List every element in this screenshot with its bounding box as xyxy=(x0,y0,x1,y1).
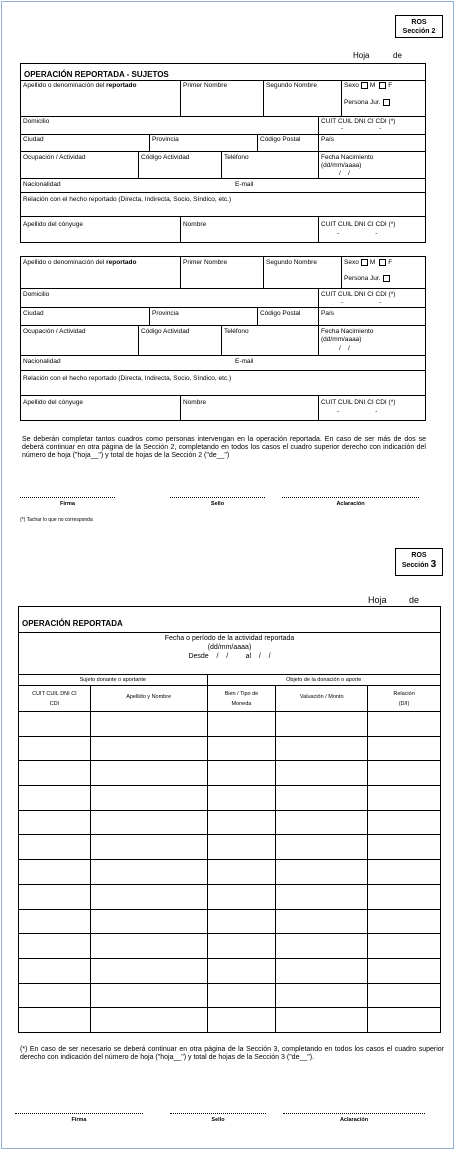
table-cell[interactable] xyxy=(207,983,276,1008)
ocupacion-label: Ocupación / Actividad xyxy=(23,328,86,335)
table-row xyxy=(19,1008,441,1033)
table-cell[interactable] xyxy=(276,909,368,934)
telefono-label: Teléfono xyxy=(224,328,249,335)
hoja-label: Hoja xyxy=(353,51,370,60)
table-cell[interactable] xyxy=(368,786,441,811)
table-cell[interactable] xyxy=(90,884,207,909)
aclaracion-line: Aclaración xyxy=(283,1113,425,1123)
de-label: de xyxy=(409,595,420,605)
operacion-header-box xyxy=(18,606,441,675)
de-label: de xyxy=(393,51,402,60)
table-cell[interactable] xyxy=(207,934,276,959)
col-relacion-header: Relación (D/I) xyxy=(368,686,441,712)
fecha-format: (dd/mm/aaaa) xyxy=(321,162,362,169)
pais-label: País xyxy=(321,310,335,317)
provincia-label: Provincia xyxy=(152,310,179,317)
table-cell[interactable] xyxy=(368,736,441,761)
table-cell[interactable] xyxy=(19,1008,91,1033)
table-row xyxy=(19,958,441,983)
table-cell[interactable] xyxy=(368,958,441,983)
tachar-note: (*) Tachar lo que no corresponda xyxy=(20,517,93,523)
table-cell[interactable] xyxy=(368,712,441,737)
apellido-conyuge-label: Apellido del cónyuge xyxy=(23,399,83,406)
col-bien-header: Bien / Tipo de Moneda xyxy=(207,686,276,712)
fecha-nacimiento-label: Fecha Nacimiento xyxy=(321,328,374,335)
operacion-table xyxy=(18,674,441,1033)
table-row xyxy=(19,860,441,885)
domicilio-label: Domicilio xyxy=(23,291,50,298)
table-cell[interactable] xyxy=(19,712,91,737)
table-cell[interactable] xyxy=(207,810,276,835)
email-label: E-mail xyxy=(235,358,254,365)
table-row xyxy=(19,983,441,1008)
table-cell[interactable] xyxy=(207,786,276,811)
table-cell[interactable] xyxy=(90,860,207,885)
table-cell[interactable] xyxy=(207,835,276,860)
sexo-field: Sexo M F xyxy=(344,259,393,267)
col-apellido-header: Apellido y Nombre xyxy=(90,686,207,712)
codigo-postal-label: Código Postal xyxy=(260,310,301,317)
fecha-nacimiento-label: Fecha Nacimiento xyxy=(321,154,374,161)
apellido-label: Apellido o denominación del reportado xyxy=(23,259,137,266)
table-cell[interactable] xyxy=(90,786,207,811)
cuit-dashes: - - xyxy=(341,125,382,132)
table-cell[interactable] xyxy=(19,884,91,909)
ros-label: ROS xyxy=(411,19,427,26)
telefono-label: Teléfono xyxy=(224,154,249,161)
table-cell[interactable] xyxy=(19,983,91,1008)
table-cell[interactable] xyxy=(368,909,441,934)
table-cell[interactable] xyxy=(276,958,368,983)
section-2-note: Se deberán completar tantos cuadros como personas intervengan en la operación reportada. En caso de ser más de dos se deberá continuar en otra página de la Sección 2, completando en todos los casos el cuadro superior derecho con indicación del número de hoja ("hoja__") y total de hojas de la Sección 2 ("de__") xyxy=(22,436,426,459)
ocupacion-label: Ocupación / Actividad xyxy=(23,154,86,161)
table-cell[interactable] xyxy=(207,860,276,885)
table-row xyxy=(19,909,441,934)
table-cell[interactable] xyxy=(90,712,207,737)
persona-jur-checkbox[interactable] xyxy=(383,99,390,106)
table-cell[interactable] xyxy=(90,909,207,934)
desde-al: Desde / / al / / xyxy=(188,653,271,660)
table-cell[interactable] xyxy=(207,884,276,909)
primer-nombre-label: Primer Nombre xyxy=(183,82,228,89)
sexo-f-checkbox[interactable] xyxy=(379,82,386,89)
table-cell[interactable] xyxy=(19,810,91,835)
persona-jur-field: Persona Jur. xyxy=(344,275,392,283)
table-body xyxy=(19,712,441,1033)
table-cell[interactable] xyxy=(207,712,276,737)
table-cell[interactable] xyxy=(19,958,91,983)
table-row xyxy=(19,934,441,959)
table-cell[interactable] xyxy=(207,761,276,786)
email-label: E-mail xyxy=(235,181,254,188)
nacionalidad-label: Nacionalidad xyxy=(23,181,61,188)
table-cell[interactable] xyxy=(19,909,91,934)
table-cell[interactable] xyxy=(207,1008,276,1033)
col-valuacion-header: Valuación / Monto xyxy=(276,686,368,712)
nombre-label: Nombre xyxy=(183,399,207,406)
table-cell[interactable] xyxy=(19,761,91,786)
table-cell[interactable] xyxy=(19,835,91,860)
table-cell[interactable] xyxy=(368,761,441,786)
cuit-conyuge-label: CUIT CUIL DNI CI CDI (*) xyxy=(321,399,396,406)
table-cell[interactable] xyxy=(276,835,368,860)
sexo-m-checkbox[interactable] xyxy=(361,259,368,266)
table-cell[interactable] xyxy=(276,983,368,1008)
table-cell[interactable] xyxy=(368,810,441,835)
table-cell[interactable] xyxy=(90,934,207,959)
fecha-format: (dd/mm/aaaa) xyxy=(207,644,252,651)
section-label: Sección 2 xyxy=(402,28,436,35)
cuit-dashes: - - xyxy=(341,299,382,306)
table-row xyxy=(19,761,441,786)
apellido-conyuge-label: Apellido del cónyuge xyxy=(23,221,83,228)
cuit-conyuge-dashes: - - xyxy=(337,408,378,415)
cuit-conyuge-dashes: - - xyxy=(337,230,378,237)
table-row xyxy=(19,712,441,737)
segundo-nombre-label: Segundo Nombre xyxy=(266,259,317,266)
section-label: Sección 3 xyxy=(401,559,437,570)
table-cell[interactable] xyxy=(276,712,368,737)
codigo-actividad-label: Código Actividad xyxy=(141,154,190,161)
col-cuit-header: CUIT CUIL DNI CI CDI xyxy=(19,686,91,712)
fecha-format: (dd/mm/aaaa) xyxy=(321,336,362,343)
group-objeto-header: Objeto de la donación o aporte xyxy=(207,675,441,686)
firma-line: Firma xyxy=(20,497,115,507)
segundo-nombre-label: Segundo Nombre xyxy=(266,82,317,89)
nacionalidad-label: Nacionalidad xyxy=(23,358,61,365)
fecha-title: Fecha o período de la actividad reportada xyxy=(164,635,295,642)
table-cell[interactable] xyxy=(276,884,368,909)
ciudad-label: Ciudad xyxy=(23,136,44,143)
cuit-conyuge-label: CUIT CUIL DNI CI CDI (*) xyxy=(321,221,396,228)
table-cell[interactable] xyxy=(90,983,207,1008)
codigo-postal-label: Código Postal xyxy=(260,136,301,143)
table-cell[interactable] xyxy=(90,958,207,983)
nombre-label: Nombre xyxy=(183,221,207,228)
domicilio-label: Domicilio xyxy=(23,118,50,125)
table-cell[interactable] xyxy=(368,884,441,909)
relacion-label: Relación con el hecho reportado (Directa, Indirecta, Socio, Síndico, etc.) xyxy=(23,375,232,382)
ros-section-2-badge xyxy=(395,15,443,38)
codigo-actividad-label: Código Actividad xyxy=(141,328,190,335)
table-cell[interactable] xyxy=(276,934,368,959)
table-cell[interactable] xyxy=(276,810,368,835)
fecha-slashes: / / xyxy=(339,345,350,352)
sello-line: Sello xyxy=(170,497,265,507)
cuit-label: CUIT CUIL DNI CI CDI (*) xyxy=(321,291,396,298)
ros-section-3-badge xyxy=(395,548,443,576)
table-cell[interactable] xyxy=(19,736,91,761)
ciudad-label: Ciudad xyxy=(23,310,44,317)
table-cell[interactable] xyxy=(276,736,368,761)
table-cell[interactable] xyxy=(368,1008,441,1033)
primer-nombre-label: Primer Nombre xyxy=(183,259,228,266)
table-cell[interactable] xyxy=(90,1008,207,1033)
table-cell[interactable] xyxy=(19,934,91,959)
table-cell[interactable] xyxy=(368,983,441,1008)
subject-box-2 xyxy=(20,256,426,421)
table-cell[interactable] xyxy=(90,810,207,835)
fecha-slashes: / / xyxy=(339,170,350,177)
section-title: OPERACIÓN REPORTADA - SUJETOS xyxy=(24,70,169,79)
pais-label: País xyxy=(321,136,335,143)
table-row xyxy=(19,736,441,761)
table-cell[interactable] xyxy=(276,761,368,786)
table-cell[interactable] xyxy=(19,860,91,885)
group-sujeto-header: Sujeto donante o aportante xyxy=(19,675,208,686)
relacion-label: Relación con el hecho reportado (Directa, Indirecta, Socio, Síndico, etc.) xyxy=(23,196,232,203)
sello-line: Sello xyxy=(170,1113,266,1123)
persona-jur-checkbox[interactable] xyxy=(383,275,390,282)
firma-line: Firma xyxy=(15,1113,143,1123)
aclaracion-line: Aclaración xyxy=(282,497,419,507)
sexo-field: Sexo M F xyxy=(344,82,393,90)
sexo-m-checkbox[interactable] xyxy=(361,82,368,89)
provincia-label: Provincia xyxy=(152,136,179,143)
table-cell[interactable] xyxy=(207,958,276,983)
section-title: OPERACIÓN REPORTADA xyxy=(22,619,123,628)
subject-box-1 xyxy=(20,63,426,243)
table-cell[interactable] xyxy=(19,786,91,811)
sexo-f-checkbox[interactable] xyxy=(379,259,386,266)
fecha-block xyxy=(19,634,440,661)
apellido-label: Apellido o denominación del reportado xyxy=(23,82,137,89)
table-cell[interactable] xyxy=(368,934,441,959)
hoja-label: Hoja xyxy=(368,595,387,605)
cuit-label: CUIT CUIL DNI CI CDI (*) xyxy=(321,118,396,125)
table-cell[interactable] xyxy=(207,736,276,761)
table-cell[interactable] xyxy=(90,736,207,761)
table-cell[interactable] xyxy=(368,835,441,860)
table-cell[interactable] xyxy=(90,835,207,860)
table-cell[interactable] xyxy=(368,860,441,885)
section-3-note: (*) En caso de ser necesario se deberá continuar en otra página de la Sección 3, completando en todos los casos el cuadro superior derecho con indicación del número de hoja ("hoja__") y total de hojas de la Sección 3 ("de__"). xyxy=(20,1046,444,1061)
table-cell[interactable] xyxy=(276,860,368,885)
table-row xyxy=(19,835,441,860)
table-row xyxy=(19,884,441,909)
table-row xyxy=(19,810,441,835)
persona-jur-field: Persona Jur. xyxy=(344,99,392,107)
table-cell[interactable] xyxy=(276,1008,368,1033)
table-row xyxy=(19,786,441,811)
table-cell[interactable] xyxy=(90,761,207,786)
table-cell[interactable] xyxy=(276,786,368,811)
ros-label: ROS xyxy=(411,552,427,559)
table-cell[interactable] xyxy=(207,909,276,934)
